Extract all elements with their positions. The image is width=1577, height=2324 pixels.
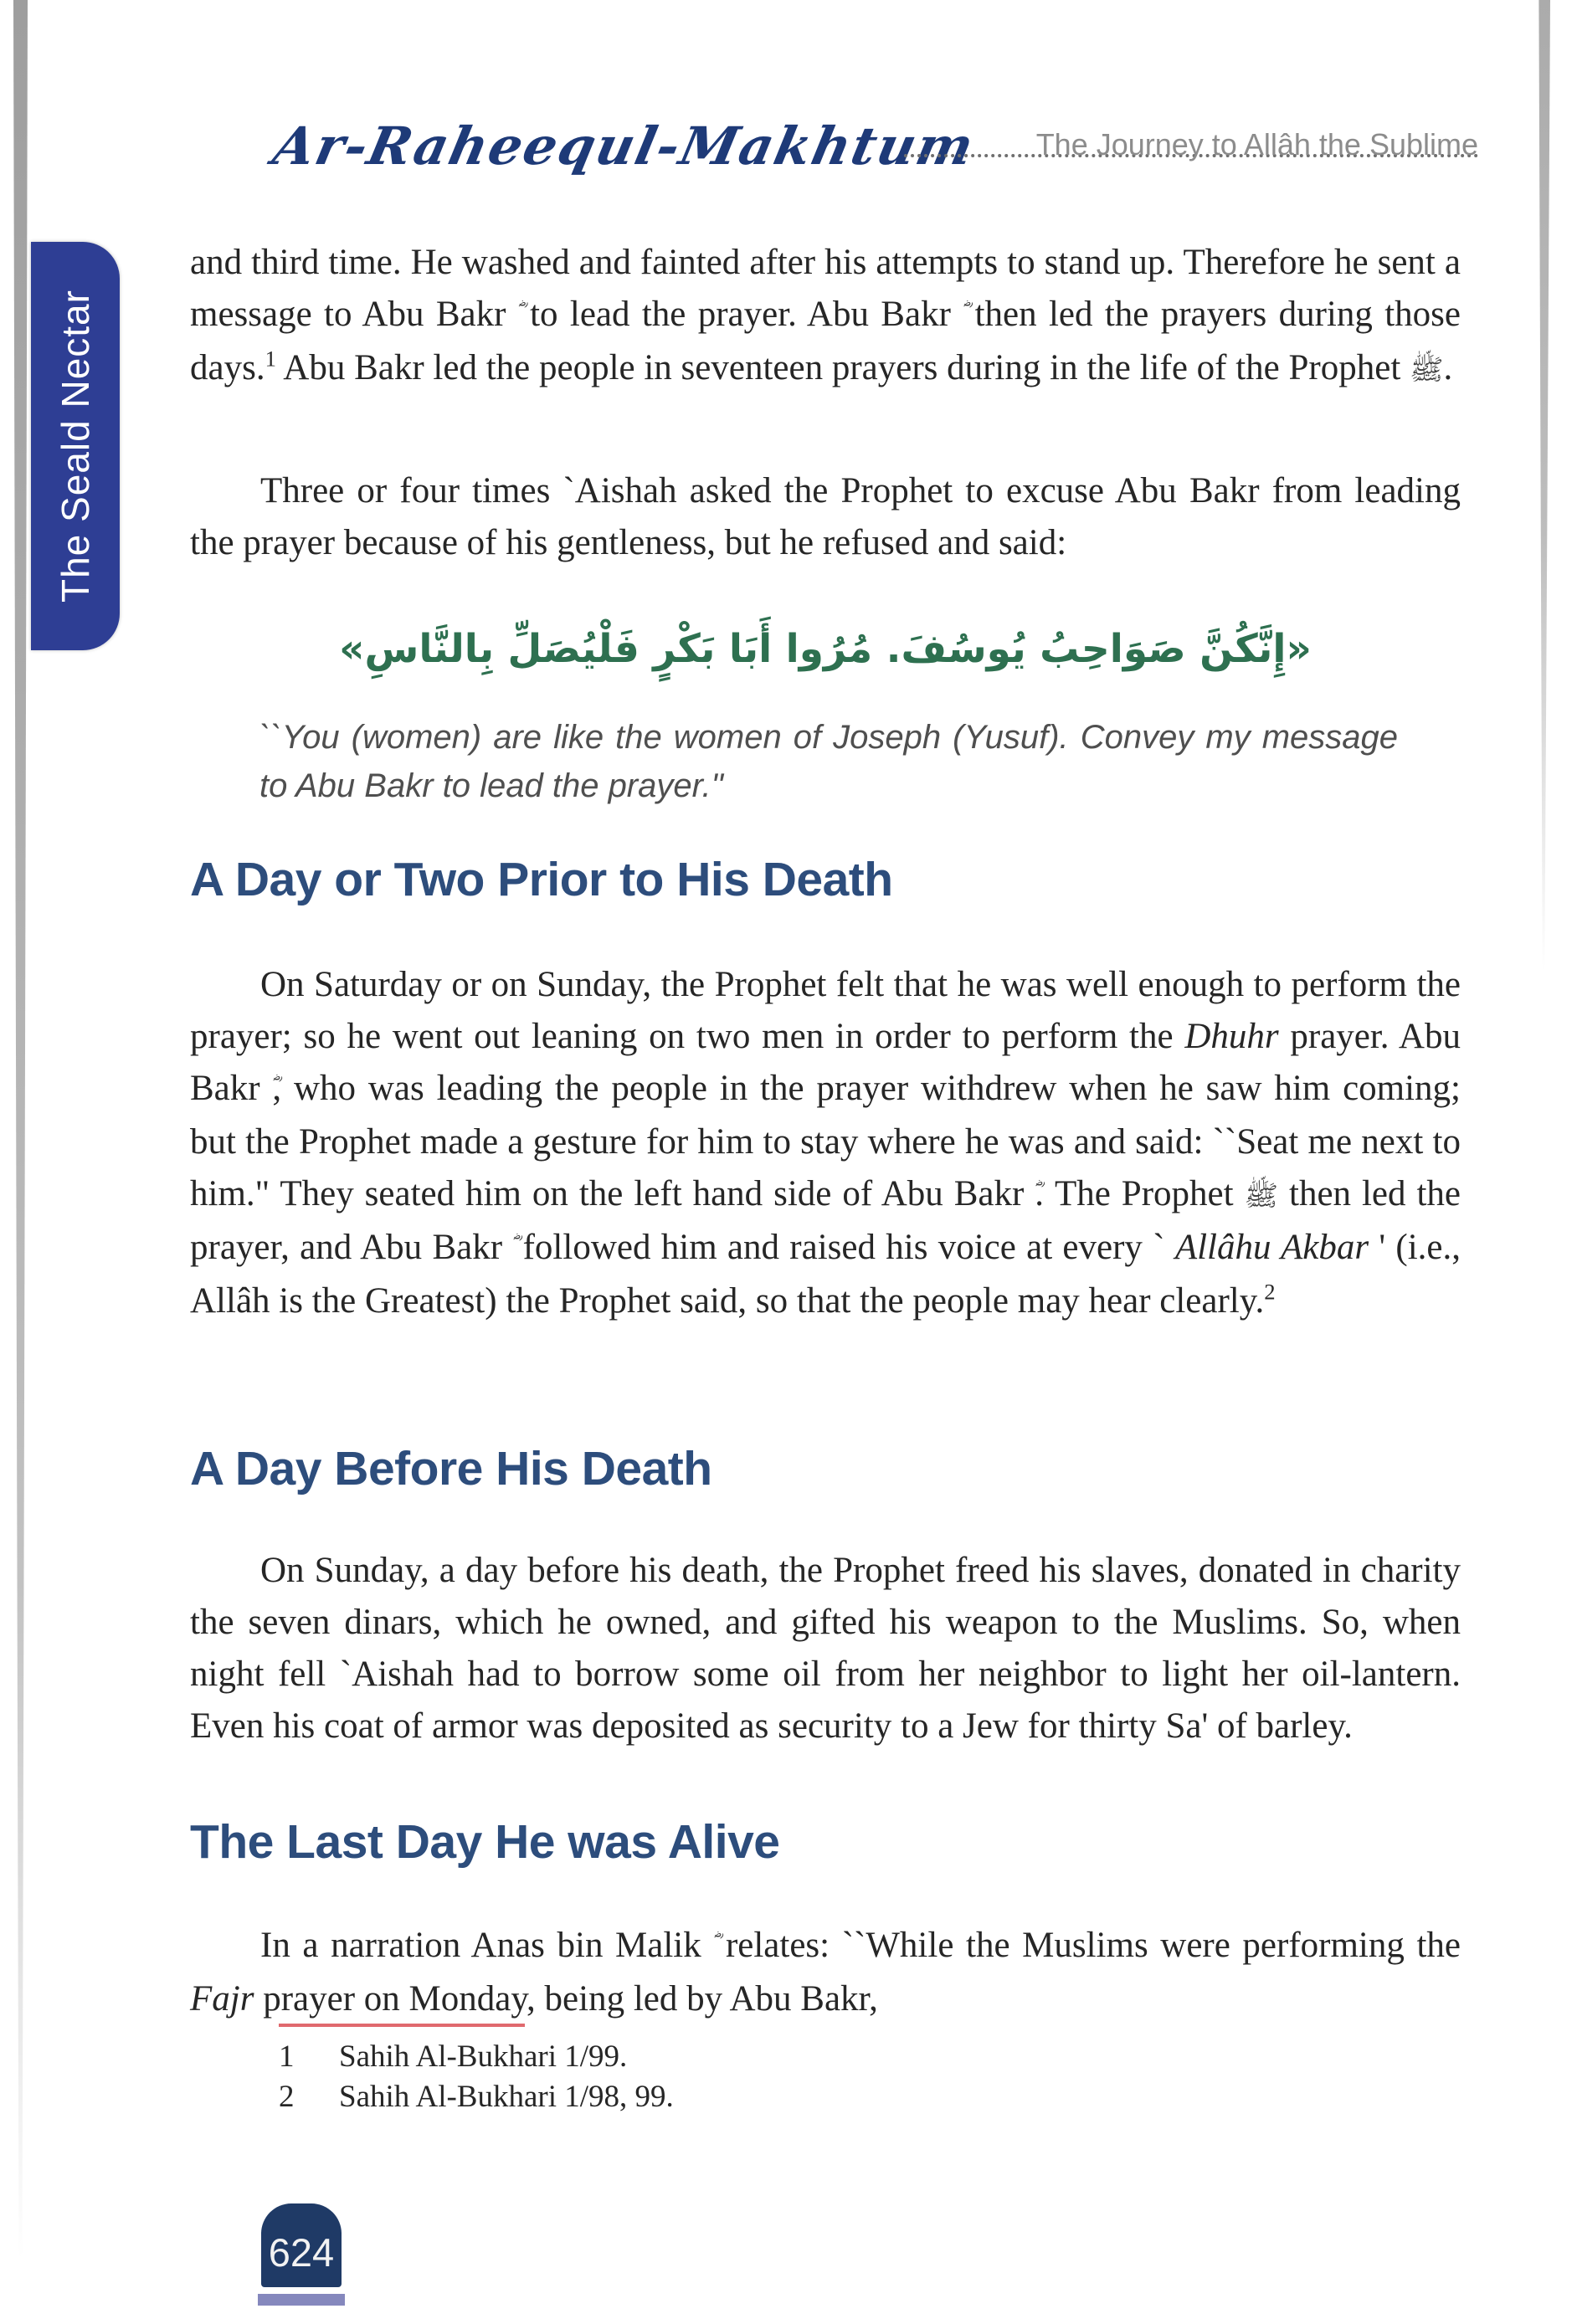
- footnote-item: [279, 2077, 1367, 2117]
- hadith-translation: ``You (women) are like the women of Joseph (Yusuf). Convey my message to Abu Bakr to lead the prayer.": [259, 719, 1398, 804]
- body-paragraph: On Saturday or on Sunday, the Prophet felt that he was well enough to perform the prayer; so he went out leaning on two men in order to perform the Dhuhr prayer. Abu Bakr , who was leading the people in the prayer withdrew when he saw him coming; but the Prophet made a gesture for him to stay where he was and said: ``Seat me next to him." They seated him on the left hand side of Abu Bakr . The Prophet ﷺ then led the prayer, and Abu Bakr followed him and raised his voice at every ` Allâhu Akbar ' (i.e., Allâh is the Greatest) the Prophet said, so that the people may hear clearly.$^2$: [190, 965, 1461, 1321]
- footnote-number: 2: [279, 2080, 295, 2114]
- body-paragraph: On Sunday, a day before his death, the Prophet freed his slaves, donated in charity the seven dinars, which he owned, and gifted his weapon to the Muslims. So, when night fell `Aishah had to borrow some oil from her neighbor to light her oil-lantern. Even his coat of armor was deposited as security to a Jew for thirty Sa' of barley.: [190, 1551, 1461, 1746]
- page-badge-accent-bar: [258, 2294, 345, 2306]
- footnotes: [279, 2037, 1367, 2117]
- chapter-title: The Journey to Allâh the Sublime: [1035, 127, 1478, 162]
- section-heading: A Day Before His Death: [190, 1442, 712, 1495]
- footnote-text: Sahih Al-Bukhari 1/99.: [339, 2039, 628, 2074]
- book-title-script: Ar-Raheequl-Makhtum: [268, 115, 981, 177]
- sidebar-tab-label: The Seald Nectar: [54, 290, 97, 603]
- page-right-scan-edge: [1537, 0, 1550, 971]
- section-heading: The Last Day He was Alive: [190, 1815, 780, 1869]
- page-left-scan-edge: [13, 0, 28, 2260]
- body-paragraph: and third time. He washed and fainted after his attempts to stand up. Therefore he sent a message to Abu Bakr to lead the prayer. Abu Bakr then led the prayers during those days.$^1$ Abu Bakr led the people in seventeen prayers during in the life of the Prophet ﷺ.: [190, 243, 1461, 387]
- page-number-badge: 624: [261, 2203, 342, 2287]
- section-heading: A Day or Two Prior to His Death: [190, 853, 893, 906]
- footnote-text: Sahih Al-Bukhari 1/98, 99.: [339, 2080, 674, 2114]
- hadith-arabic-text: «إِنَّكُنَّ صَوَاحِبُ يُوسُفَ. مُرُوا أَبَا بَكْرٍ فَلْيُصَلِّ بِالنَّاسِ»: [339, 626, 1312, 672]
- body-paragraph: Three or four times `Aishah asked the Prophet to excuse Abu Bakr from leading the prayer because of his gentleness, but he refused and said:: [190, 471, 1461, 562]
- footnote-separator-rule: [279, 2024, 525, 2027]
- footnote-number: 1: [279, 2039, 295, 2074]
- sidebar-tab: [31, 242, 120, 650]
- body-paragraph: In a narration Anas bin Malik relates: ``While the Muslims were performing the Fajr prayer on Monday, being led by Abu Bakr,: [190, 1926, 1461, 2019]
- footnote-item: [279, 2037, 1367, 2077]
